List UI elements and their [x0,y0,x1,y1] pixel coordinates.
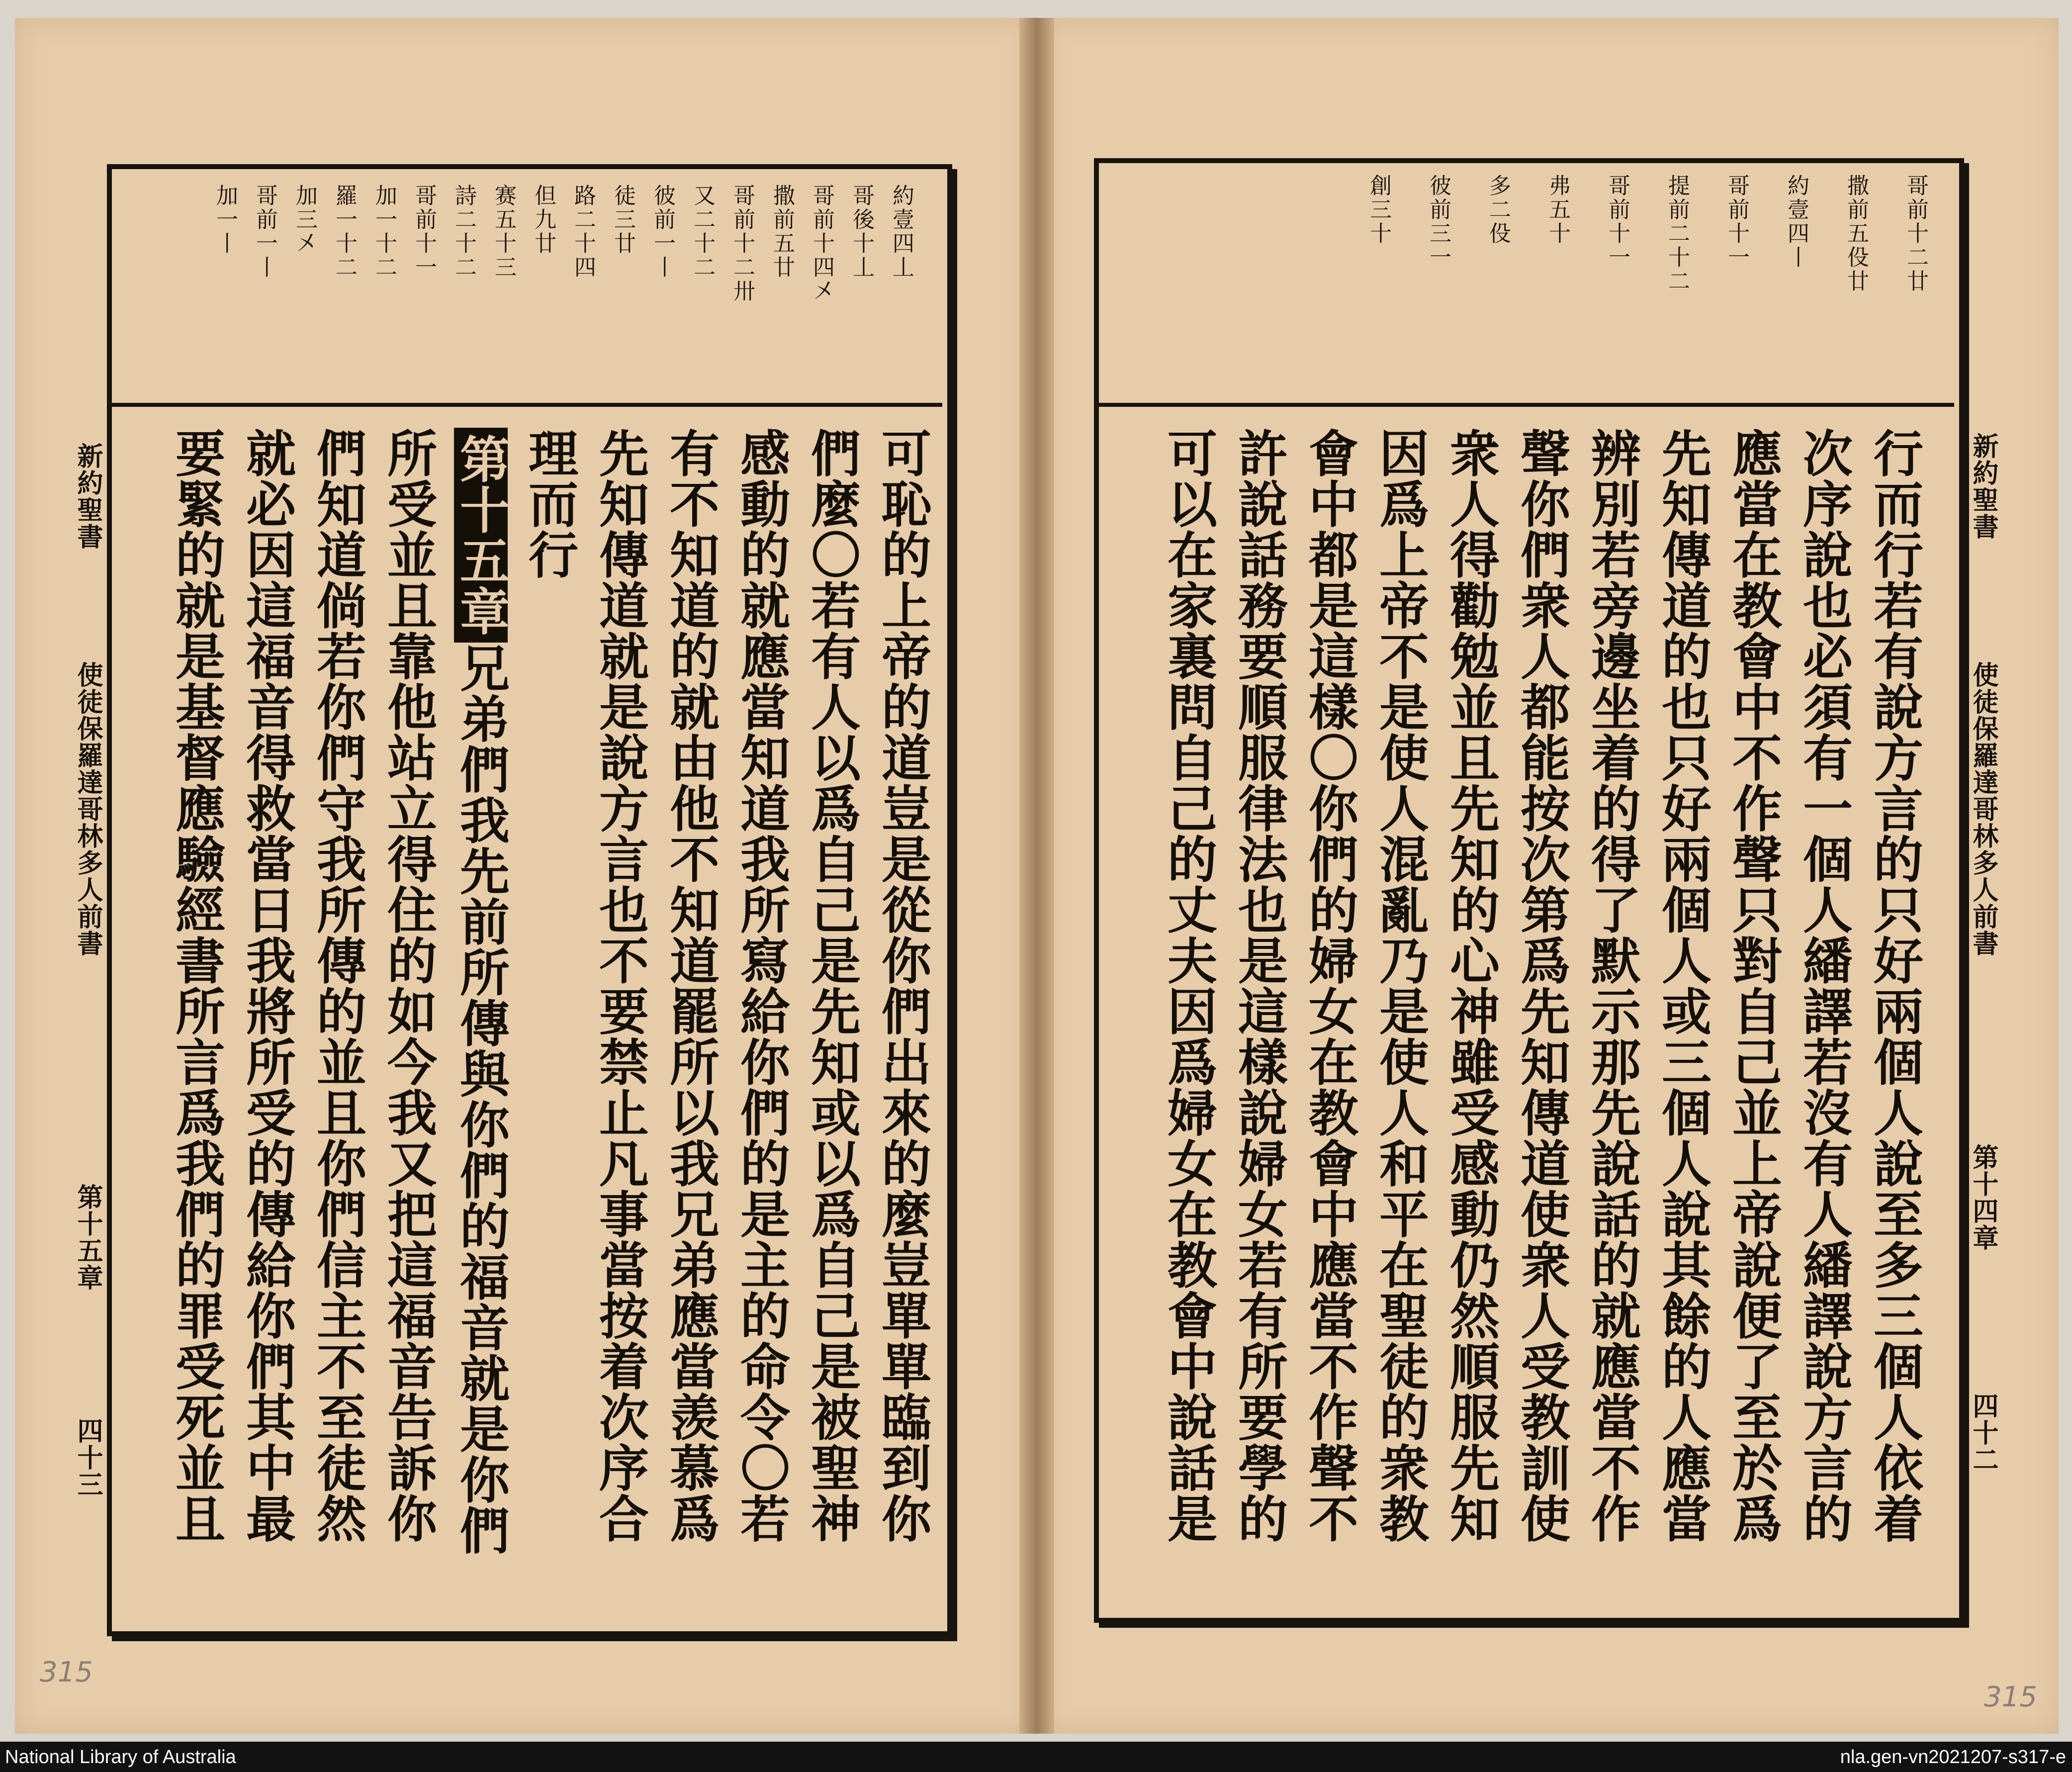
right-note-3: 約壹四丨 [1784,174,1809,270]
right-body-col-7: 衆人得勸勉並且先知的心神雖受感動仍然順服先知 [1441,428,1500,1544]
left-note-8: 徒三廿 [610,184,635,256]
left-notes-rule [112,403,942,407]
left-body-col-10: 就必因這福音得救當日我將所受的傳給你們其中最 [238,428,296,1544]
right-note-9: 彼前三一 [1426,174,1451,270]
left-note-13: 哥前十一 [411,184,437,280]
left-note-16: 加三㐅 [292,184,317,256]
chapter-15-heading: 第十五章 [454,428,508,643]
right-running-title: 新約聖書 [1968,433,1998,540]
left-body-col-9: 們知道倘若你們守我所傳的並且你們信主不至徒然 [308,428,367,1544]
left-note-7: 彼前一丨 [650,184,675,280]
left-note-4: 撒前五廿 [769,184,795,280]
right-body-col-1: 行而行若有說方言的只好兩個人說至多三個人依着 [1865,428,1924,1544]
book-gutter [1019,18,1054,1734]
chapter-heading-column [451,428,510,1611]
right-running-chapter: 第十四章 [1968,1144,1998,1251]
left-note-5: 哥前十二卅 [729,184,755,303]
left-body-col-11: 要緊的就是基督應驗經書所言爲我們的罪受死並且 [167,428,226,1544]
left-page-number: 四十三 [73,1417,103,1498]
right-note-7: 弗五十 [1545,174,1570,246]
left-note-17: 哥前一丨 [252,184,277,280]
left-running-title: 新約聖書 [73,443,103,550]
right-note-8: 多二伇 [1485,174,1511,246]
left-body-col-2: 們麼〇若有人以爲自己是先知或以爲自己是被聖神 [803,428,861,1544]
right-note-6: 哥前十一 [1605,174,1630,270]
chapter-15-first-line: 兄弟們我先前所傳與你們的福音就是你們 [451,643,510,1556]
left-running-book: 使徒保羅達哥林多人前書 [73,661,103,957]
left-note-9: 路二十四 [570,184,596,280]
right-note-10: 創三十 [1366,174,1391,246]
left-note-1: 約壹四丄 [889,184,914,280]
footer-identifier: nla.gen-vn2021207-s317-e [1840,1747,2066,1768]
right-pencil-mark: 315 [1984,1681,2037,1713]
left-note-18: 加一丨 [212,184,238,256]
left-note-12: 詩二十二 [451,184,476,280]
right-notes-rule [1099,403,1954,407]
left-body-col-6: 理而行 [520,428,579,580]
right-page-number: 四十二 [1968,1393,1998,1473]
left-running-chapter: 第十五章 [73,1184,103,1291]
left-note-2: 哥後十丄 [849,184,874,280]
left-note-10: 但九廿 [531,184,556,256]
left-note-14: 加一十二 [371,184,397,280]
right-note-1: 哥前十二廿 [1903,174,1928,293]
left-body-col-4: 有不知道的就由他不知道罷所以我兄弟應當羡慕爲 [661,428,720,1544]
right-body-col-4: 先知傳道的也只好兩個人或三個人說其餘的人應當 [1653,428,1712,1544]
left-pencil-mark: 315 [40,1656,93,1688]
left-note-11: 赛五十三 [491,184,516,280]
right-body-col-6: 聲你們衆人都能按次第爲先知傳道使衆人受教訓使 [1512,428,1571,1544]
left-body-col-1: 可恥的上帝的道豈是從你們出來的麼豈單單臨到你 [873,428,932,1544]
right-note-5: 提前二十二 [1664,174,1690,293]
right-body-col-11: 可以在家裏問自己的丈夫因爲婦女在教會中說話是 [1159,428,1218,1544]
right-body-col-5: 辨別若旁邊坐着的得了默示那先說話的就應當不作 [1583,428,1641,1544]
left-note-3: 哥前十四㐅 [809,184,834,303]
right-body-col-8: 因爲上帝不是使人混亂乃是使人和平在聖徒的衆教 [1371,428,1430,1544]
right-body-col-2: 次序說也必須有一個人繙譯若沒有人繙譯說方言的 [1795,428,1853,1544]
right-body-col-10: 許說話務要順服律法也是這樣說婦女若有所要學的 [1230,428,1288,1544]
left-note-6: 又二十二 [690,184,715,280]
right-body-col-9: 會中都是這樣〇你們的婦女在教會中應當不作聲不 [1300,428,1359,1544]
left-body-col-3: 感動的就應當知道我所寫給你們的是主的命令〇若 [732,428,791,1544]
left-note-15: 羅一十二 [332,184,357,280]
right-running-book: 使徒保羅達哥林多人前書 [1968,661,1998,957]
footer-institution: National Library of Australia [5,1747,236,1768]
right-note-4: 哥前十一 [1724,174,1749,270]
footer-bar [0,1742,2072,1772]
right-body-col-3: 應當在教會中不作聲只對自己並上帝說便了至於爲 [1724,428,1783,1544]
right-note-2: 撒前五伇廿 [1843,174,1869,293]
left-body-col-5: 先知傳道就是說方言也不要禁止凡事當按着次序合 [591,428,649,1544]
left-body-col-8: 所受並且靠他站立得住的如今我又把這福音告訴你 [379,428,438,1544]
